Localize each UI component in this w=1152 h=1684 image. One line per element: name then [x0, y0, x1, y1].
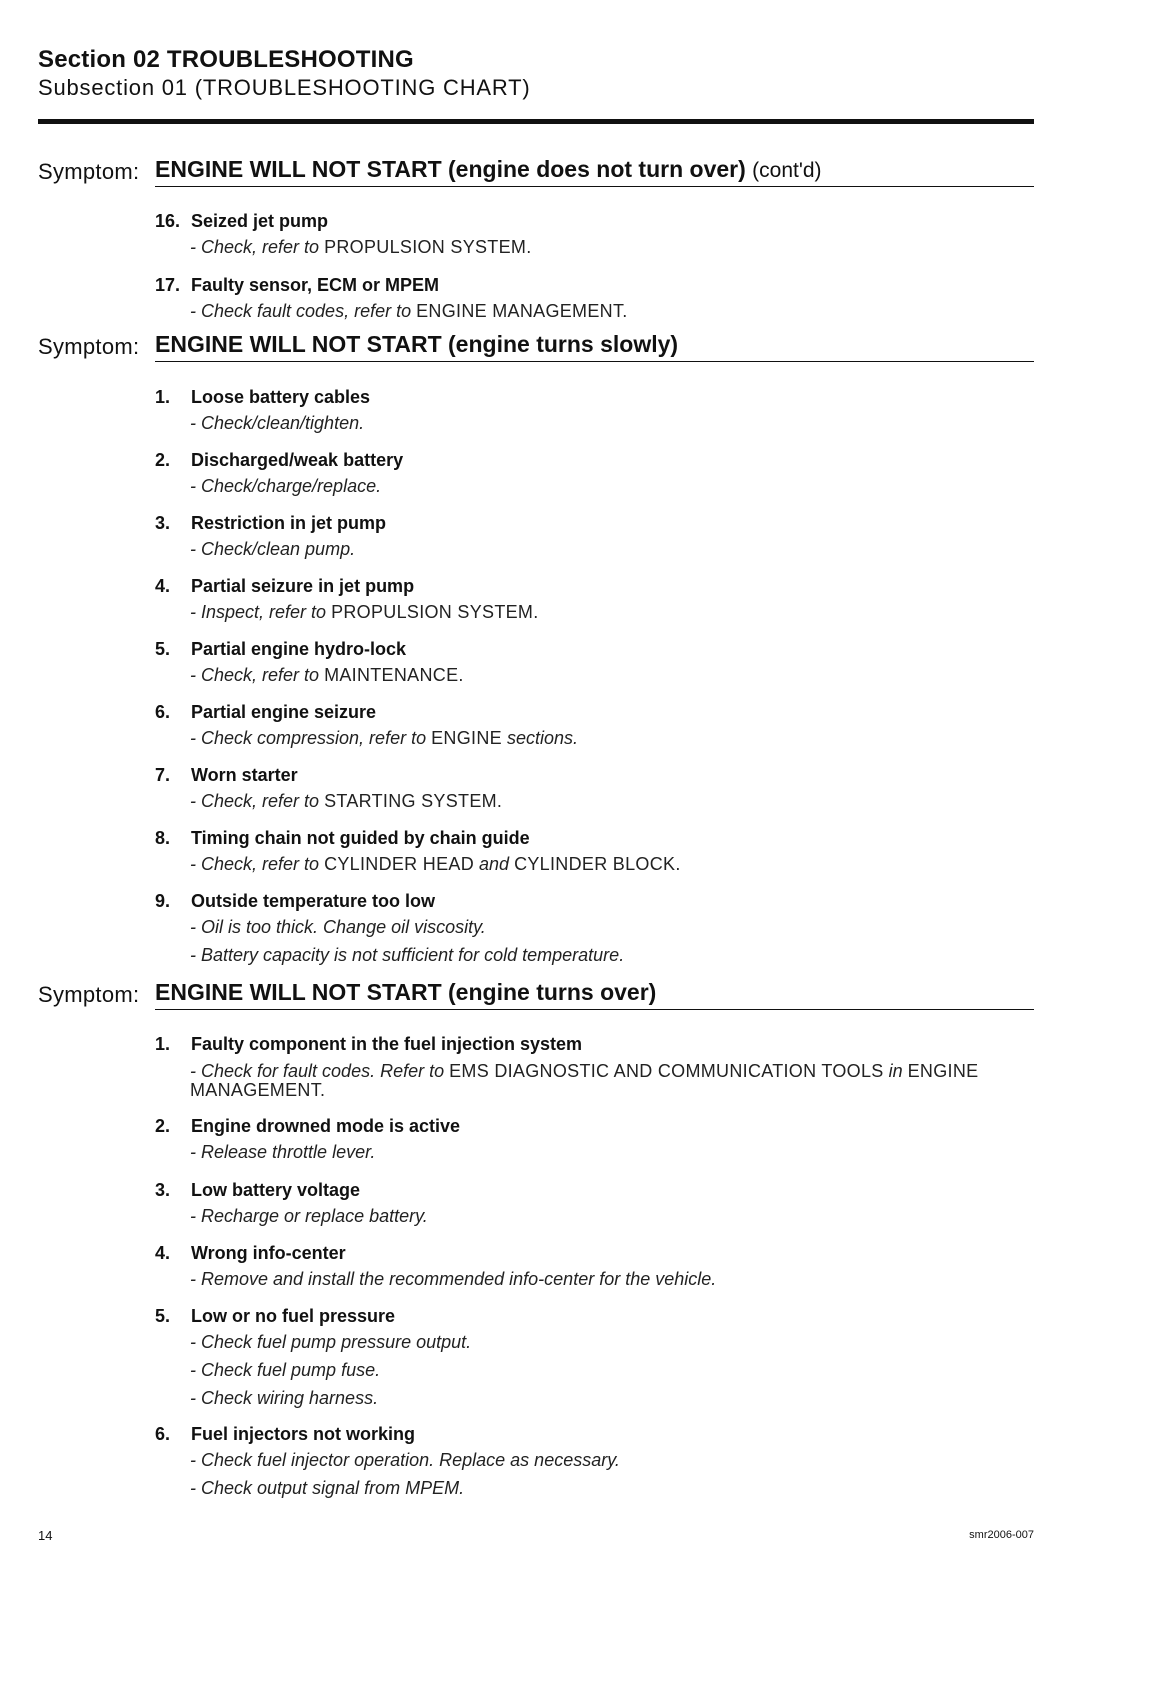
action-text: - Battery capacity is not sufficient for cold temperature. — [190, 945, 625, 965]
item-heading — [155, 1422, 1055, 1446]
item-number: 6. — [155, 1424, 171, 1444]
symptom-heading — [38, 152, 1034, 192]
action-text: - Check/clean pump. — [190, 539, 356, 559]
item-heading — [155, 889, 1055, 913]
action-reference: PROPULSION SYSTEM. — [331, 602, 539, 622]
symptom-title-text: ENGINE WILL NOT START (engine turns over) — [155, 979, 657, 1005]
document-code: smr2006-007 — [969, 1529, 1034, 1541]
list-item — [155, 273, 1055, 325]
item-title: Fuel injectors not working — [191, 1424, 416, 1444]
action-text: - Inspect, refer to — [190, 602, 327, 622]
item-action — [190, 535, 1055, 563]
item-number: 2. — [155, 450, 171, 470]
item-action — [190, 1356, 1055, 1384]
item-title: Faulty sensor, ECM or MPEM — [191, 275, 440, 295]
item-title: Low battery voltage — [191, 1180, 361, 1200]
item-action — [190, 1062, 1030, 1100]
item-action — [190, 850, 1055, 878]
item-action — [190, 724, 1055, 752]
list-item — [155, 1422, 1055, 1502]
list-item — [155, 1304, 1055, 1412]
item-title: Worn starter — [191, 765, 298, 785]
action-text: - Check/charge/replace. — [190, 476, 382, 496]
item-number: 9. — [155, 891, 171, 911]
action-text: - Recharge or replace battery. — [190, 1206, 428, 1226]
action-text: - Check, refer to — [190, 237, 320, 257]
list-item — [155, 511, 1055, 563]
item-heading — [155, 385, 1055, 409]
subsection-title: Subsection 01 (TROUBLESHOOTING CHART) — [38, 75, 531, 100]
symptom-heading — [38, 975, 1034, 1015]
action-reference: CYLINDER HEAD — [324, 854, 474, 874]
action-text: - Check fuel pump pressure output. — [190, 1332, 472, 1352]
item-action — [190, 913, 1055, 941]
item-title: Wrong info-center — [191, 1243, 346, 1263]
item-action — [190, 1328, 1055, 1356]
symptom-title — [155, 156, 822, 183]
symptom-underline — [155, 1009, 1034, 1010]
symptom-title-text: ENGINE WILL NOT START (engine turns slowly) — [155, 331, 679, 357]
item-number: 3. — [155, 513, 171, 533]
item-number: 8. — [155, 828, 171, 848]
item-heading — [155, 273, 1055, 297]
item-heading — [155, 209, 1055, 233]
action-text: - Check wiring harness. — [190, 1388, 379, 1408]
item-action — [190, 297, 1055, 325]
item-heading — [155, 700, 1055, 724]
action-text: - Release throttle lever. — [190, 1142, 376, 1162]
item-action — [190, 1474, 1055, 1502]
item-action — [190, 661, 1055, 689]
item-title: Partial engine seizure — [191, 702, 377, 722]
item-title: Discharged/weak battery — [191, 450, 404, 470]
symptom-underline — [155, 186, 1034, 187]
action-text: - Check fuel injector operation. Replace as necessary. — [190, 1450, 620, 1470]
item-title: Restriction in jet pump — [191, 513, 387, 533]
continued-label: (cont'd) — [752, 159, 822, 182]
item-heading — [155, 1114, 1055, 1138]
item-heading — [155, 511, 1055, 535]
item-heading — [155, 763, 1055, 787]
item-action — [190, 1202, 1055, 1230]
symptom-heading — [38, 327, 1034, 367]
symptom-title — [155, 331, 678, 358]
section-title: Section 02 TROUBLESHOOTING — [38, 46, 414, 73]
item-title: Partial seizure in jet pump — [191, 576, 415, 596]
item-title: Engine drowned mode is active — [191, 1116, 461, 1136]
item-heading — [155, 448, 1055, 472]
list-item — [155, 385, 1055, 437]
action-text: - Check, refer to — [190, 791, 320, 811]
item-heading — [155, 1178, 1055, 1202]
item-heading — [155, 826, 1055, 850]
item-number: 5. — [155, 639, 171, 659]
item-number: 3. — [155, 1180, 171, 1200]
item-number: 2. — [155, 1116, 171, 1136]
action-connector: and — [479, 854, 510, 874]
item-action — [190, 409, 1055, 437]
item-heading — [155, 637, 1055, 661]
item-title: Low or no fuel pressure — [191, 1306, 396, 1326]
item-number: 1. — [155, 387, 171, 407]
symptom-underline — [155, 361, 1034, 362]
action-text-tail: sections. — [506, 728, 578, 748]
action-reference: ENGINE MANAGEMENT. — [416, 301, 628, 321]
list-item — [155, 1114, 1055, 1166]
item-action — [190, 1384, 1055, 1412]
list-item — [155, 763, 1055, 815]
list-item — [155, 1178, 1055, 1230]
action-text: - Oil is too thick. Change oil viscosity. — [190, 917, 486, 937]
item-action — [190, 233, 1055, 261]
item-action — [190, 941, 1055, 969]
action-text: - Check/clean/tighten. — [190, 413, 365, 433]
list-item — [155, 889, 1055, 969]
item-title: Loose battery cables — [191, 387, 371, 407]
symptom-label: Symptom: — [38, 159, 140, 184]
action-connector: in — [888, 1061, 903, 1081]
symptom-title-text: ENGINE WILL NOT START (engine does not turn over) — [155, 156, 746, 182]
item-action — [190, 1138, 1055, 1166]
header-divider — [38, 119, 1034, 124]
item-title: Partial engine hydro-lock — [191, 639, 407, 659]
item-number: 6. — [155, 702, 171, 722]
item-heading — [155, 1241, 1055, 1265]
item-action — [190, 598, 1055, 626]
action-text: - Check output signal from MPEM. — [190, 1478, 465, 1498]
item-title: Faulty component in the fuel injection system — [191, 1034, 583, 1054]
item-action — [190, 472, 1055, 500]
page-header — [38, 46, 531, 102]
list-item — [155, 1241, 1055, 1293]
symptom-label: Symptom: — [38, 334, 140, 359]
item-number: 5. — [155, 1306, 171, 1326]
symptom-title — [155, 979, 656, 1006]
item-title: Outside temperature too low — [191, 891, 436, 911]
list-item — [155, 574, 1055, 626]
item-number: 7. — [155, 765, 171, 785]
action-reference: MAINTENANCE. — [324, 665, 464, 685]
page-number: 14 — [38, 1528, 53, 1543]
item-number: 16. — [155, 211, 181, 231]
list-item — [155, 826, 1055, 878]
action-reference: ENGINE MANAGEMENT. — [190, 1061, 979, 1100]
action-text: - Check fault codes, refer to — [190, 301, 412, 321]
item-heading — [155, 1032, 1055, 1056]
action-text: - Check fuel pump fuse. — [190, 1360, 381, 1380]
item-number: 17. — [155, 275, 181, 295]
action-text: - Remove and install the recommended info-center for the vehicle. — [190, 1269, 717, 1289]
list-item — [155, 637, 1055, 689]
item-number: 1. — [155, 1034, 171, 1054]
symptom-label: Symptom: — [38, 982, 140, 1007]
action-reference: PROPULSION SYSTEM. — [324, 237, 532, 257]
action-reference: EMS DIAGNOSTIC AND COMMUNICATION TOOLS — [449, 1061, 884, 1081]
action-reference: ENGINE — [431, 728, 502, 748]
action-text: - Check, refer to — [190, 665, 320, 685]
action-reference: STARTING SYSTEM. — [324, 791, 503, 811]
list-item — [155, 1032, 1055, 1100]
action-text: - Check, refer to — [190, 854, 320, 874]
list-item — [155, 448, 1055, 500]
item-title: Timing chain not guided by chain guide — [191, 828, 530, 848]
item-number: 4. — [155, 576, 171, 596]
item-heading — [155, 574, 1055, 598]
item-heading — [155, 1304, 1055, 1328]
list-item — [155, 700, 1055, 752]
item-action — [190, 1265, 1055, 1293]
action-reference: CYLINDER BLOCK. — [514, 854, 681, 874]
item-action — [190, 787, 1055, 815]
action-text: - Check compression, refer to — [190, 728, 427, 748]
item-action — [190, 1446, 1055, 1474]
action-text: - Check for fault codes. Refer to — [190, 1061, 445, 1081]
item-title: Seized jet pump — [191, 211, 329, 231]
item-number: 4. — [155, 1243, 171, 1263]
list-item — [155, 209, 1055, 261]
